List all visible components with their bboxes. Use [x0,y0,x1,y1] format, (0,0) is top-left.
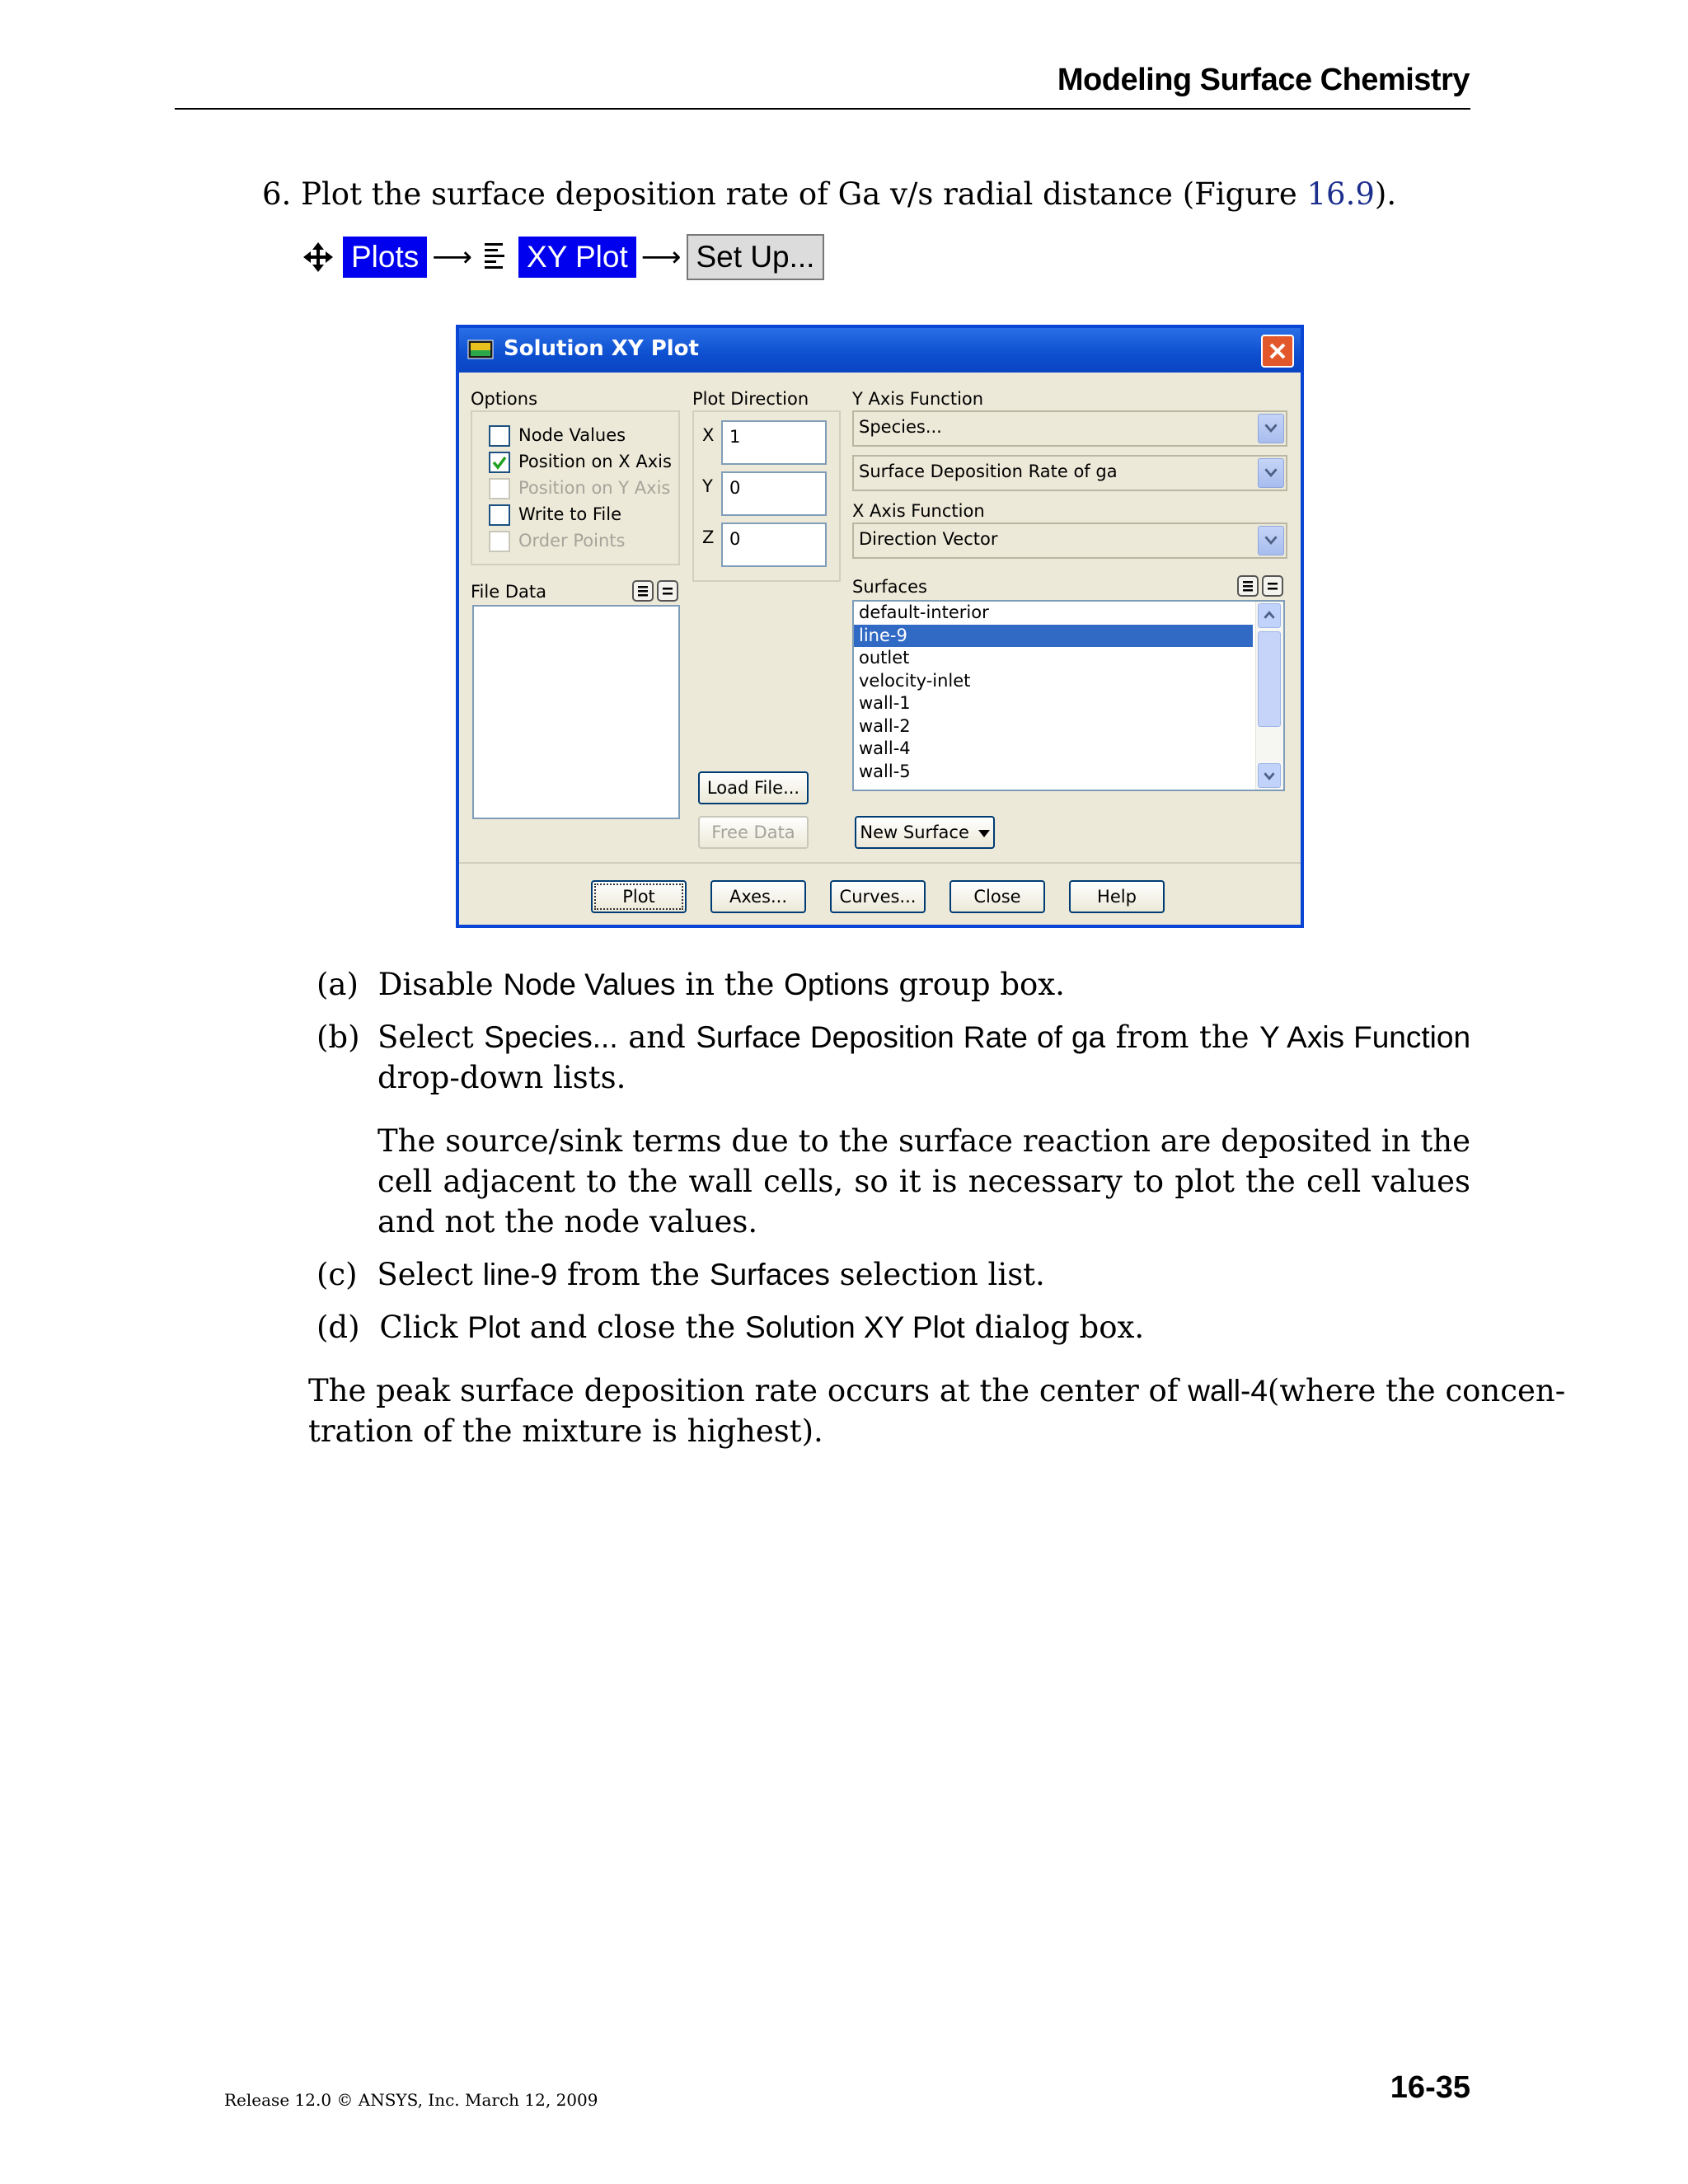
dialog-titlebar[interactable] [459,328,1301,373]
position-on-x-axis-checkbox[interactable] [489,452,510,473]
chevron-up-icon [1259,604,1280,627]
keyword: wall-4 [1188,1374,1268,1408]
text: from the [566,1257,701,1292]
options-label: Options [471,389,538,409]
scroll-up-button[interactable] [1258,603,1281,628]
running-header-title: Modeling Surface Chemistry [1057,63,1470,97]
keyword: line-9 [482,1258,558,1291]
axes-button[interactable]: Axes... [710,880,806,913]
write-to-file-label: Write to File [518,504,622,524]
text: Select [377,1257,473,1292]
y-label: Y [702,476,713,496]
order-points-checkbox[interactable] [489,531,510,552]
solution-xy-plot-dialog [456,325,1304,928]
file-data-list[interactable] [472,605,680,819]
step-text-end: ). [1374,176,1397,212]
text: Disable [377,967,494,1002]
dropdown-triangle-icon [978,830,990,838]
header-rule [175,108,1470,110]
close-window-button[interactable] [1261,335,1294,368]
free-data-button[interactable]: Free Data [698,816,809,849]
y-axis-quantity-dropdown[interactable] [852,455,1287,491]
list-item[interactable]: outlet [859,648,910,668]
plot-button[interactable]: Plot [591,880,687,913]
text: (where the concen- [1267,1373,1566,1408]
ribbon-nav-icon [302,241,335,274]
step-text: Plot the surface deposition rate of Ga v/s radial distance (Figure [301,176,1307,212]
x-label: X [702,425,715,445]
text: selection list. [839,1257,1045,1292]
text: drop-down lists. [377,1060,626,1095]
new-surface-button[interactable] [855,816,995,849]
list-item[interactable]: wall-1 [859,693,911,713]
list-item[interactable]: wall-2 [859,715,911,736]
list-item[interactable]: wall-5 [859,761,911,781]
text: from the [1115,1019,1250,1055]
marker: (d) [316,1310,360,1345]
checkmark-icon [490,453,509,471]
list-item[interactable]: wall-4 [859,738,911,758]
close-icon [1263,336,1292,366]
y-axis-quantity-value: Surface Deposition Rate of ga [859,462,1118,481]
surfaces-list[interactable] [852,600,1285,791]
instruction-b [377,1017,1470,1098]
keyword: Plot [467,1310,520,1344]
list-item-selected[interactable]: line-9 [854,625,1253,648]
help-button[interactable]: Help [1069,880,1165,913]
new-surface-label: New Surface [860,823,969,842]
x-axis-function-label: X Axis Function [852,501,985,521]
x-axis-function-dropdown[interactable] [852,523,1287,559]
closing-note [308,1371,1566,1451]
instruction-b-marker: (b) [316,1019,360,1055]
keyword: Surface Deposition Rate of ga [696,1020,1106,1054]
marker: (a) [316,967,359,1002]
text: in the [685,967,775,1002]
step-number: 6. [262,176,292,212]
step-6 [262,176,1396,212]
instruction-d [316,1307,1144,1347]
z-direction-input[interactable]: 0 [721,523,827,567]
keyword: Node Values [503,968,676,1001]
position-on-x-axis-label: Position on X Axis [518,452,672,471]
z-label: Z [702,527,715,547]
text: and [628,1019,686,1055]
select-all-icon[interactable] [632,580,654,602]
keyword: Options [784,968,889,1001]
keyword: Y Axis Function [1259,1020,1471,1054]
y-direction-input[interactable]: 0 [721,471,827,516]
set-up-button[interactable]: Set Up... [687,234,825,280]
text: tration of the mixture is highest). [308,1413,823,1449]
file-data-label: File Data [471,582,546,602]
scroll-thumb[interactable] [1258,631,1281,727]
close-button[interactable]: Close [950,880,1045,913]
footer-release: Release 12.0 © ANSYS, Inc. March 12, 2009 [224,2090,598,2110]
node-values-label: Node Values [518,425,626,445]
list-item[interactable]: velocity-inlet [859,670,971,691]
instruction-c [316,1254,1045,1295]
keyword: Solution XY Plot [744,1310,965,1344]
keyword: Surfaces [709,1258,830,1291]
position-on-y-axis-label: Position on Y Axis [518,478,671,498]
chevron-down-icon[interactable] [1258,458,1284,488]
keyword: Species... [484,1020,618,1054]
deselect-all-surfaces-icon[interactable] [1262,575,1283,597]
chevron-down-icon [1259,764,1280,787]
text: The peak surface deposition rate occurs at the center of [308,1373,1179,1408]
text: dialog box. [974,1310,1145,1345]
chevron-down-icon[interactable] [1258,414,1284,443]
load-file-button[interactable]: Load File... [698,771,809,804]
text: group box. [898,967,1065,1002]
write-to-file-checkbox[interactable] [489,504,510,526]
list-item[interactable]: default-interior [859,602,989,622]
instruction-a [316,964,1065,1005]
chevron-down-icon[interactable] [1258,526,1284,555]
y-axis-category-value: Species... [859,417,942,437]
text: and close the [529,1310,736,1345]
instruction-b-note: The source/sink terms due to the surface reaction are deposited in the cell adjacent to the wall cells, so it is necessary to plot the cell values and not the node values. [377,1123,1470,1240]
menu-item-xy-plot[interactable]: XY Plot [518,237,636,278]
x-direction-input[interactable]: 1 [721,420,827,465]
text: Select [377,1019,474,1055]
fluent-app-icon [467,338,494,361]
position-on-y-axis-checkbox[interactable] [489,478,510,499]
x-axis-function-value: Direction Vector [859,529,998,549]
y-axis-category-dropdown[interactable] [852,410,1287,447]
deselect-all-icon[interactable] [657,580,678,602]
bottom-separator [459,862,1301,864]
curves-button[interactable]: Curves... [830,880,926,913]
scroll-down-button[interactable] [1258,763,1281,788]
menu-path [302,232,824,282]
plot-direction-label: Plot Direction [692,389,809,409]
surfaces-label: Surfaces [852,577,927,597]
menu-arrow: ⟶ [640,241,682,274]
figure-link[interactable]: 16.9 [1306,176,1375,212]
page-number: 16-35 [1390,2070,1470,2105]
dialog-title: Solution XY Plot [504,336,699,361]
select-all-surfaces-icon[interactable] [1237,575,1259,597]
menu-item-plots[interactable]: Plots [343,237,427,278]
y-axis-function-label: Y Axis Function [852,389,984,409]
xy-plot-icon [482,241,507,273]
node-values-checkbox[interactable] [489,425,510,447]
text: Click [379,1310,458,1345]
marker: (c) [316,1257,358,1292]
menu-arrow: ⟶ [432,241,473,274]
surfaces-scrollbar[interactable] [1255,602,1283,790]
order-points-label: Order Points [518,531,626,551]
